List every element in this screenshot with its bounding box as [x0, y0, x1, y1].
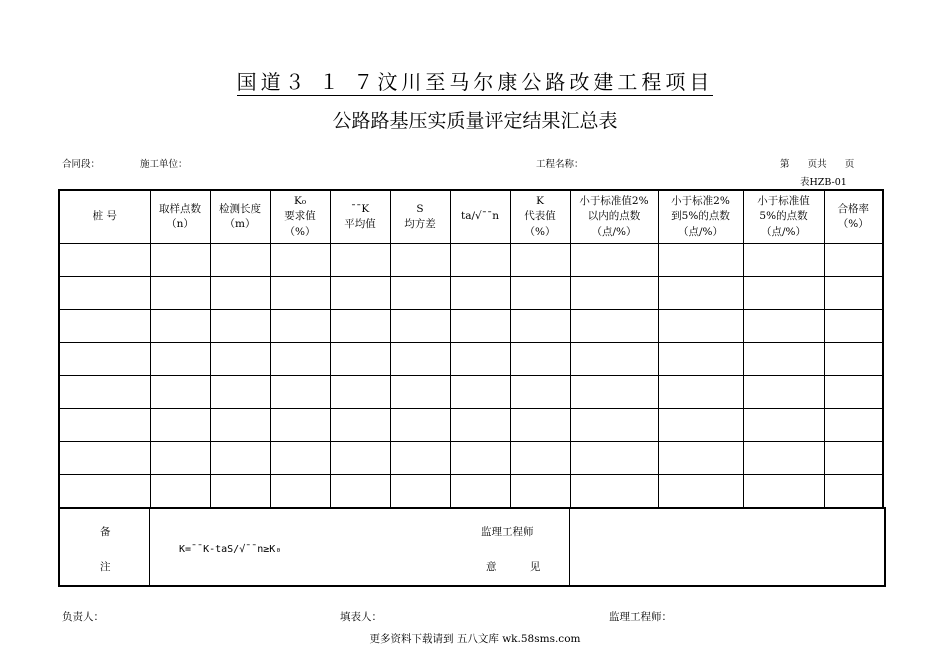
- table-cell[interactable]: [390, 442, 450, 475]
- table-cell[interactable]: [658, 277, 743, 310]
- table-cell[interactable]: [210, 277, 270, 310]
- table-cell[interactable]: [330, 475, 390, 509]
- table-cell[interactable]: [390, 376, 450, 409]
- table-cell[interactable]: [330, 310, 390, 343]
- column-header-line: 合格率: [837, 202, 869, 215]
- table-cell[interactable]: [658, 244, 743, 277]
- column-header-line: ta/√¯¯n: [461, 210, 499, 223]
- table-cell[interactable]: [59, 244, 150, 277]
- table-cell[interactable]: [330, 409, 390, 442]
- table-cell[interactable]: [270, 244, 330, 277]
- table-cell[interactable]: [510, 442, 570, 475]
- column-header-line: （%）: [284, 225, 316, 238]
- column-header-line: ¯¯K: [350, 202, 370, 215]
- table-cell[interactable]: [510, 244, 570, 277]
- table-cell[interactable]: [824, 442, 883, 475]
- column-header: [330, 190, 390, 244]
- table-cell[interactable]: [658, 376, 743, 409]
- table-cell[interactable]: [450, 376, 510, 409]
- table-cell[interactable]: [270, 376, 330, 409]
- table-cell[interactable]: [59, 475, 150, 509]
- table-cell[interactable]: [59, 442, 150, 475]
- table-cell[interactable]: [824, 376, 883, 409]
- table-row: [59, 409, 883, 442]
- table-cell[interactable]: [59, 409, 150, 442]
- column-header-line: 5%的点数: [759, 210, 808, 223]
- column-header-line: 到5%的点数: [671, 210, 730, 223]
- table-cell[interactable]: [390, 244, 450, 277]
- column-header-line: 代表值: [524, 210, 556, 223]
- table-cell[interactable]: [824, 409, 883, 442]
- table-cell[interactable]: [570, 376, 658, 409]
- table-cell[interactable]: [510, 376, 570, 409]
- table-row: [59, 277, 883, 310]
- table-cell[interactable]: [270, 475, 330, 509]
- table-cell[interactable]: [824, 277, 883, 310]
- table-cell[interactable]: [450, 244, 510, 277]
- table-cell[interactable]: [390, 343, 450, 376]
- table-cell[interactable]: [210, 442, 270, 475]
- table-cell[interactable]: [570, 310, 658, 343]
- table-cell[interactable]: [330, 343, 390, 376]
- column-header: [210, 190, 270, 244]
- table-cell[interactable]: [330, 376, 390, 409]
- table-cell[interactable]: [743, 310, 824, 343]
- column-header-line: 桩 号: [92, 210, 117, 223]
- table-cell[interactable]: [658, 310, 743, 343]
- table-cell[interactable]: [658, 475, 743, 509]
- table-cell[interactable]: [270, 277, 330, 310]
- column-header-line: 平均值: [344, 218, 376, 230]
- table-cell[interactable]: [450, 310, 510, 343]
- table-cell[interactable]: [570, 277, 658, 310]
- table-cell[interactable]: [510, 343, 570, 376]
- column-header-line: 均方差: [404, 218, 436, 230]
- table-cell[interactable]: [390, 277, 450, 310]
- table-cell[interactable]: [270, 343, 330, 376]
- table-cell[interactable]: [150, 409, 210, 442]
- table-cell[interactable]: [210, 343, 270, 376]
- column-header-line: K: [536, 195, 544, 208]
- table-cell[interactable]: [270, 409, 330, 442]
- column-header-line: （点/%）: [677, 225, 723, 238]
- table-row: [59, 475, 883, 509]
- column-header-line: （n）: [166, 218, 194, 230]
- table-cell[interactable]: [510, 409, 570, 442]
- contractor-label: 施工单位：: [140, 159, 188, 170]
- table-cell[interactable]: [450, 475, 510, 509]
- table-cell[interactable]: [59, 343, 150, 376]
- table-cell[interactable]: [330, 442, 390, 475]
- table-cell[interactable]: [390, 310, 450, 343]
- column-header: [743, 190, 824, 244]
- table-cell[interactable]: [743, 409, 824, 442]
- column-header: [59, 190, 150, 244]
- title-text: 国道３ １ ７汶川至马尔康公路改建工程项目: [236, 70, 714, 94]
- table-cell[interactable]: [510, 277, 570, 310]
- table-cell[interactable]: [570, 244, 658, 277]
- remarks-section: [58, 507, 886, 587]
- table-row: [59, 376, 883, 409]
- table-cell[interactable]: [150, 310, 210, 343]
- table-cell[interactable]: [824, 244, 883, 277]
- table-cell[interactable]: [59, 376, 150, 409]
- table-cell[interactable]: [570, 409, 658, 442]
- column-header-line: 小于标准2%: [671, 195, 730, 208]
- column-header: [658, 190, 743, 244]
- table-cell[interactable]: [824, 475, 883, 509]
- table-cell[interactable]: [510, 475, 570, 509]
- project-name-label: 工程名称：: [536, 159, 584, 170]
- column-header-line: （点/%）: [760, 225, 806, 238]
- table-cell[interactable]: [824, 310, 883, 343]
- column-header: [450, 190, 510, 244]
- divider: [149, 509, 150, 585]
- column-header: [570, 190, 658, 244]
- table-header-row: [59, 190, 883, 244]
- column-header-line: 以内的点数: [587, 210, 641, 223]
- table-cell[interactable]: [59, 277, 150, 310]
- column-header-line: 小于标准值: [757, 195, 810, 208]
- formula-text: K=¯¯K-taS/√¯¯n≥K₀: [179, 544, 282, 555]
- column-header-line: K₀: [293, 195, 307, 208]
- table-row: [59, 244, 883, 277]
- table-cell[interactable]: [150, 244, 210, 277]
- table-cell[interactable]: [450, 442, 510, 475]
- table-cell[interactable]: [658, 442, 743, 475]
- table-cell[interactable]: [390, 409, 450, 442]
- column-header-line: （%）: [837, 218, 869, 230]
- table-cell[interactable]: [450, 277, 510, 310]
- responsible-person-label: 负责人：: [62, 611, 104, 623]
- table-cell[interactable]: [824, 343, 883, 376]
- table-cell[interactable]: [330, 277, 390, 310]
- table-cell[interactable]: [270, 442, 330, 475]
- table-cell[interactable]: [210, 310, 270, 343]
- table-cell[interactable]: [743, 244, 824, 277]
- form-code: 表HZB-01: [800, 177, 847, 188]
- table-cell[interactable]: [390, 475, 450, 509]
- table-row: [59, 442, 883, 475]
- table-cell[interactable]: [743, 343, 824, 376]
- summary-table: [58, 189, 884, 509]
- column-header-line: 要求值: [284, 210, 316, 223]
- column-header-line: （%）: [524, 225, 556, 238]
- column-header: [510, 190, 570, 244]
- column-header-line: 取样点数: [159, 202, 201, 215]
- table-cell[interactable]: [150, 442, 210, 475]
- page-subtitle: 公路路基压实质量评定结果汇总表: [332, 110, 618, 132]
- table-cell[interactable]: [743, 475, 824, 509]
- table-cell[interactable]: [450, 409, 510, 442]
- table-cell[interactable]: [450, 343, 510, 376]
- column-header: [824, 190, 883, 244]
- table-row: [59, 310, 883, 343]
- table-cell[interactable]: [150, 475, 210, 509]
- divider: [569, 509, 570, 585]
- column-header-line: S: [416, 202, 424, 215]
- table-cell[interactable]: [570, 475, 658, 509]
- table-cell[interactable]: [330, 244, 390, 277]
- table-cell[interactable]: [150, 376, 210, 409]
- table-cell[interactable]: [210, 376, 270, 409]
- column-header-line: 小于标准值2%: [579, 195, 649, 208]
- page-number-label: 第 页共 页: [780, 159, 855, 170]
- table-cell[interactable]: [510, 310, 570, 343]
- column-header-line: 检测长度: [219, 202, 261, 215]
- column-header-line: （m）: [224, 218, 256, 230]
- column-header-line: （点/%）: [591, 225, 637, 238]
- remarks-label-bottom: 注: [100, 561, 111, 573]
- remarks-label-top: 备: [100, 526, 111, 538]
- table-cell[interactable]: [150, 343, 210, 376]
- table-cell[interactable]: [150, 277, 210, 310]
- column-header: [390, 190, 450, 244]
- table-cell[interactable]: [210, 244, 270, 277]
- form-filler-label: 填表人：: [340, 611, 382, 623]
- table-cell[interactable]: [570, 343, 658, 376]
- table-cell[interactable]: [743, 442, 824, 475]
- table-cell[interactable]: [658, 409, 743, 442]
- opinion-label: 意 见: [486, 561, 541, 573]
- table-cell[interactable]: [210, 409, 270, 442]
- supervising-engineer-label: 监理工程师: [481, 526, 534, 538]
- page-title: [0, 66, 950, 95]
- contract-label: 合同段：: [62, 159, 101, 170]
- column-header: [270, 190, 330, 244]
- table-cell[interactable]: [743, 277, 824, 310]
- table-cell[interactable]: [570, 442, 658, 475]
- table-cell[interactable]: [743, 376, 824, 409]
- table-cell[interactable]: [59, 310, 150, 343]
- supervising-engineer-sign-label: 监理工程师：: [609, 611, 672, 623]
- table-cell[interactable]: [270, 310, 330, 343]
- column-header: [150, 190, 210, 244]
- watermark-text: 更多资料下载请到 五八文库 wk.58sms.com: [369, 633, 581, 645]
- table-cell[interactable]: [658, 343, 743, 376]
- table-cell[interactable]: [210, 475, 270, 509]
- table-row: [59, 343, 883, 376]
